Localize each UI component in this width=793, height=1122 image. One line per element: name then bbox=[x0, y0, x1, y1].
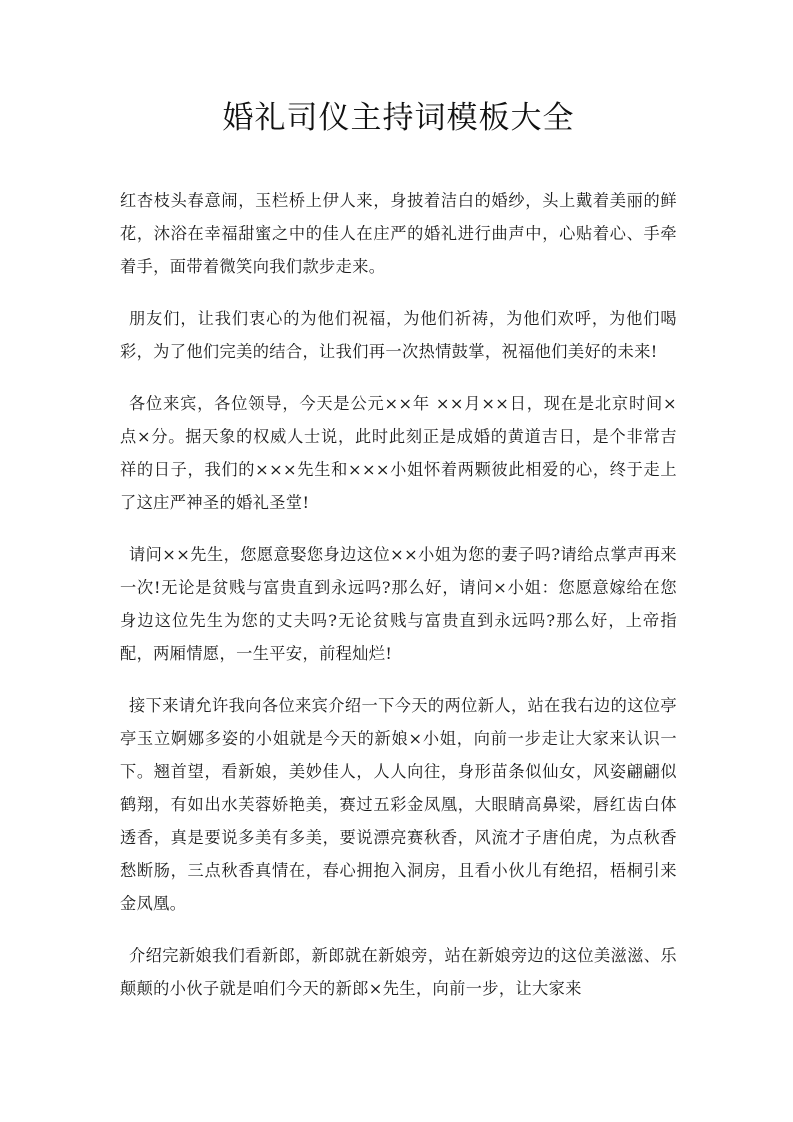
document-title: 婚礼司仪主持词模板大全 bbox=[222, 100, 575, 136]
paragraph-1: 红杏枝头春意闹，玉栏桥上伊人来，身披着洁白的婚纱，头上戴着美丽的鲜花，沐浴在幸福甜蜜之中的佳人在庄严的婚礼进行曲声中，心贴着心、手牵着手，面带着微笑向我们款步走来。 bbox=[120, 191, 677, 276]
paragraph-3: 各位来宾，各位领导，今天是公元××年 ××月××日，现在是北京时间×点×分。据天象的权威人士说，此时此刻正是成婚的黄道吉日，是个非常吉祥的日子，我们的×××先生和×××小姐怀着两颗彼此相爱的心，终于走上了这庄严神圣的婚礼圣堂! bbox=[120, 394, 677, 512]
paragraph-4: 请问××先生，您愿意娶您身边这位××小姐为您的妻子吗?请给点掌声再来一次!无论是贫贱与富贵直到永远吗?那么好，请问×小姐：您愿意嫁给在您身边这位先生为您的丈夫吗?无论贫贱与富贵直到永远吗?那么好，上帝指配，两厢情愿，一生平安，前程灿烂! bbox=[120, 545, 677, 663]
paragraph-2: 朋友们，让我们衷心的为他们祝福，为他们祈祷，为他们欢呼，为他们喝彩，为了他们完美的结合，让我们再一次热情鼓掌，祝福他们美好的未来! bbox=[120, 309, 677, 361]
paragraph-5: 接下来请允许我向各位来宾介绍一下今天的两位新人，站在我右边的这位亭亭玉立婀娜多姿的小姐就是今天的新娘×小姐，向前一步走让大家来认识一下。翘首望，看新娘，美妙佳人，人人向往，身形苗条似仙女，风姿翩翩似鹤翔，有如出水芙蓉娇艳美，赛过五彩金凤凰，大眼睛高鼻梁，唇红齿白体透香，真是要说多美有多美，要说漂亮赛秋香，风流才子唐伯虎，为点秋香愁断肠，三点秋香真情在，春心拥抱入洞房，且看小伙儿有绝招，梧桐引来金凤凰。 bbox=[120, 696, 677, 913]
paragraph-6: 介绍完新娘我们看新郎，新郎就在新娘旁，站在新娘旁边的这位美滋滋、乐颠颠的小伙子就是咱们今天的新郎×先生，向前一步，让大家来 bbox=[120, 946, 677, 998]
